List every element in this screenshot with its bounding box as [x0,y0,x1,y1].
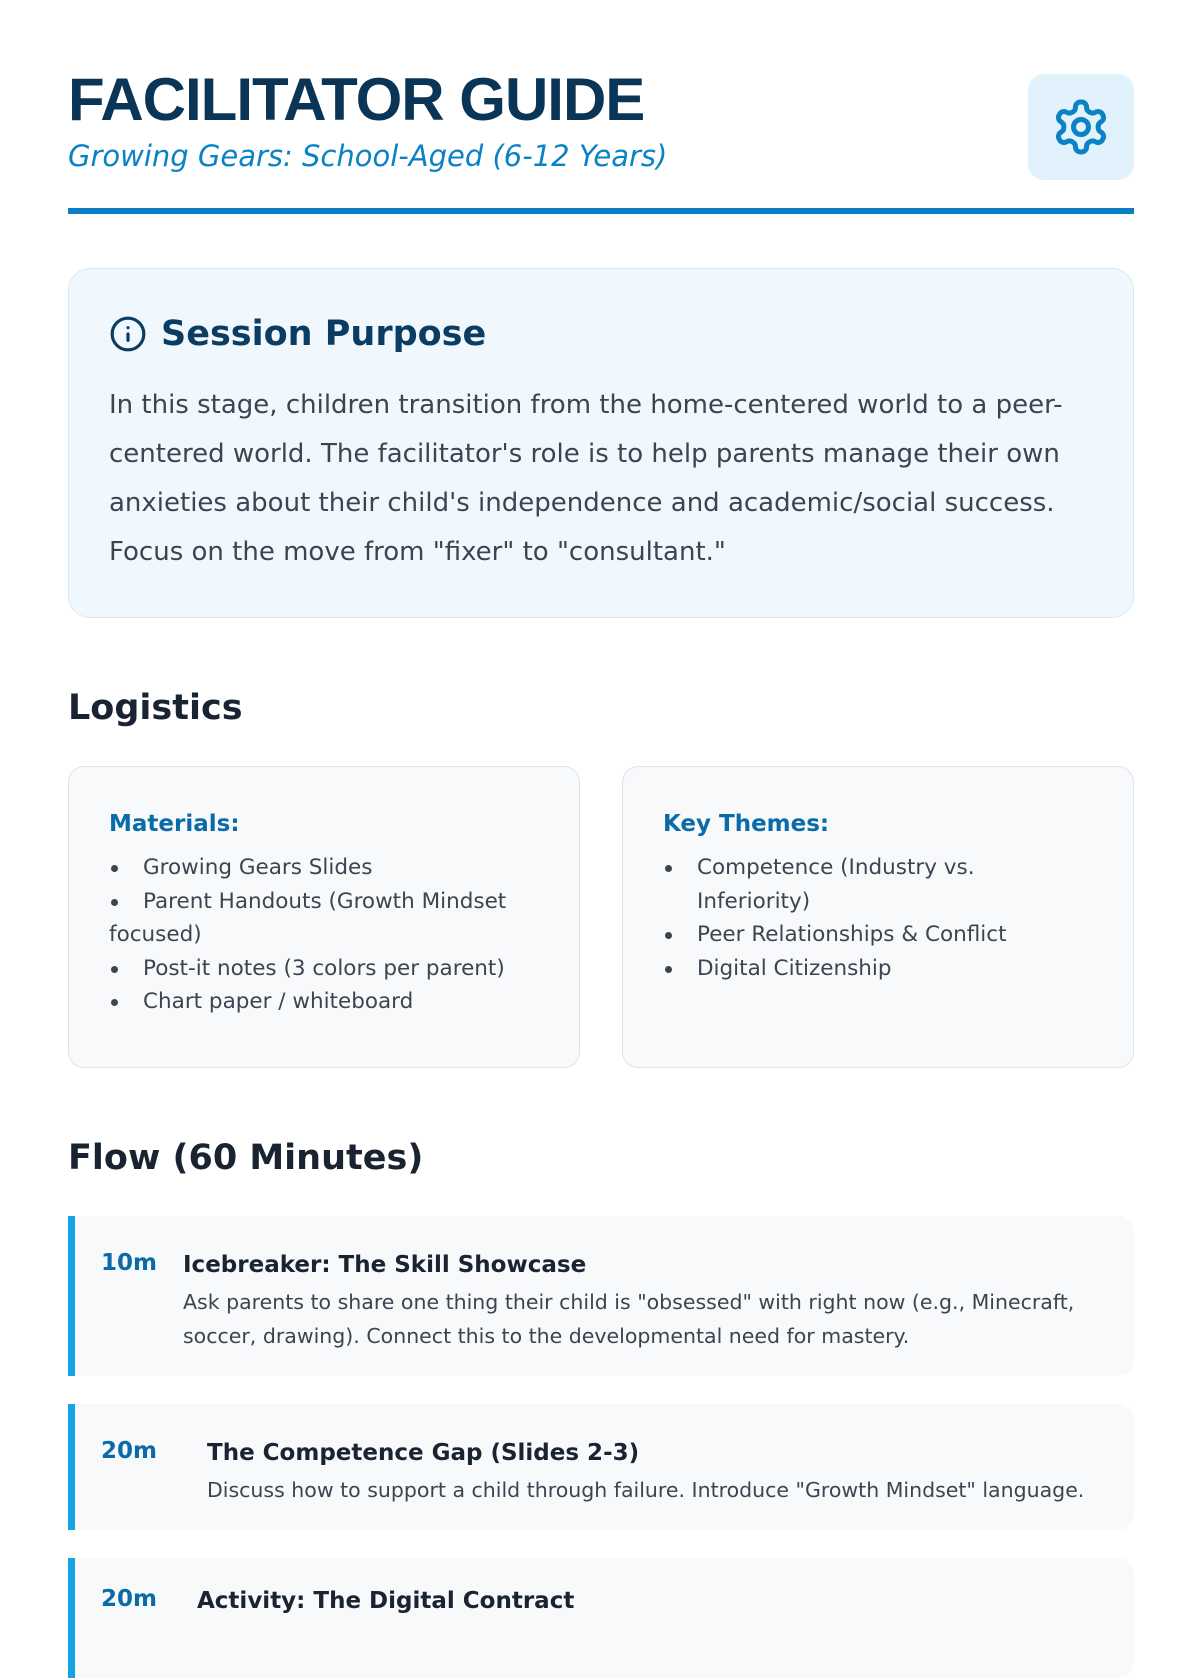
header-divider [68,208,1134,214]
list-item-text: Post-it notes (3 colors per parent) [143,955,505,981]
list-item-text: Chart paper / whiteboard [143,989,414,1014]
flow-step-time: 20m [101,1438,157,1464]
flow-step [68,1558,1134,1678]
page-header [68,0,1134,214]
bullet-dot [665,932,672,939]
flow-step-description: Ask parents to share one thing their child is "obsessed" with right now (e.g., Minecraft, soccer, drawing). Connect this to the developmental need for mastery. [183,1290,1075,1348]
list-item [109,885,539,952]
bullet-dot [665,966,672,973]
materials-card [68,766,580,1068]
flow-step [68,1404,1134,1530]
list-item [109,985,539,1019]
bullet-dot [111,966,118,973]
key-themes-list [663,851,1093,985]
flow-step-time: 20m [101,1586,157,1612]
flow-heading: Flow (60 Minutes) [68,1138,424,1178]
session-purpose-header [109,309,1093,359]
materials-title: Materials: [109,811,240,837]
key-themes-card [622,766,1134,1068]
settings-button[interactable] [1028,74,1134,180]
materials-list [109,851,539,1019]
list-item [663,952,1093,986]
list-item [663,918,1093,952]
list-item [109,851,539,885]
session-purpose-text: In this stage, children transition from the home-centered world to a peer-centered world. The facilitator's role is to help parents manage their own anxieties about their child's independence and academic/social success. Focus on the move from "fixer" to "consultant." [109,390,1063,567]
session-purpose-box [68,268,1134,618]
list-item [663,851,1093,918]
list-item-text: Peer Relationships & Conflict [697,922,1007,947]
list-item-text: Growing Gears Slides [143,855,373,880]
flow-step-description: Discuss how to support a child through failure. Introduce "Growth Mindset" language. [207,1478,1085,1502]
key-themes-title: Key Themes: [663,811,830,837]
flow-step-title: Icebreaker: The Skill Showcase [183,1252,587,1278]
flow-step-time: 10m [101,1250,157,1276]
facilitator-guide-page [68,0,1134,1614]
list-item-text: Parent Handouts (Growth Mindset focused) [109,888,507,947]
bullet-dot [111,899,118,906]
flow-step-title: The Competence Gap (Slides 2-3) [207,1440,640,1466]
flow-step-title: Activity: The Digital Contract [197,1588,575,1614]
session-purpose-title: Session Purpose [161,314,487,354]
info-icon [109,315,147,353]
page-subtitle: Growing Gears: School-Aged (6-12 Years) [68,139,668,173]
bullet-dot [111,999,118,1006]
list-item-text: Digital Citizenship [697,955,892,981]
flow-step-body [197,1584,1097,1618]
flow-step-body [207,1436,1107,1508]
bullet-dot [665,865,672,872]
gear-icon [1051,97,1111,157]
bullet-dot [111,865,118,872]
list-item-text: Competence (Industry vs. Inferiority) [697,855,975,914]
logistics-heading: Logistics [68,688,243,728]
page-title: FACILITATOR GUIDE [68,66,645,133]
flow-step [68,1216,1134,1376]
list-item [109,952,539,986]
flow-step-body [183,1248,1103,1353]
